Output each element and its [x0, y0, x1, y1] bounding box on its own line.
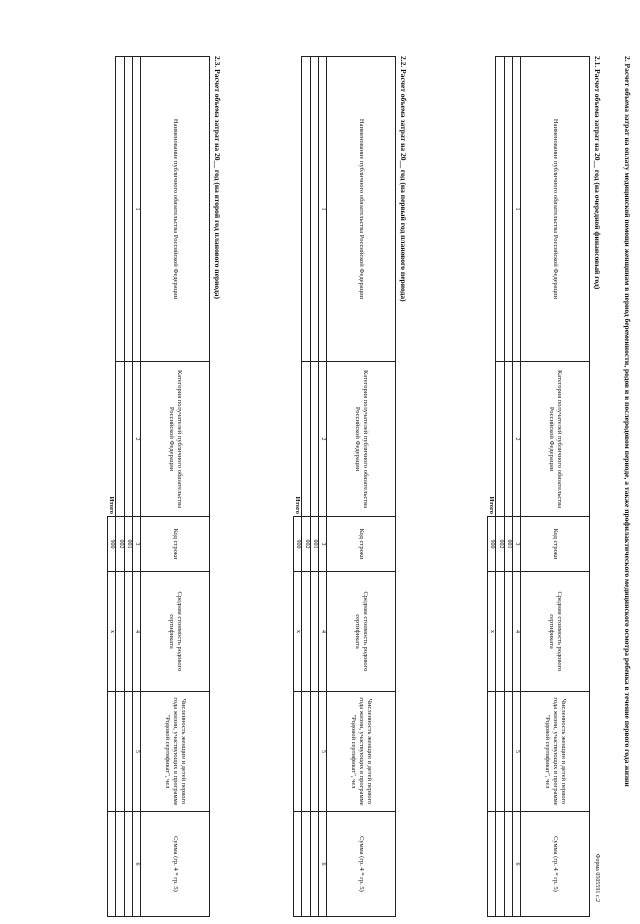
- table-row: [310, 57, 318, 917]
- cell-count[interactable]: [116, 692, 124, 812]
- cell-category[interactable]: [302, 362, 310, 517]
- col-number: 1: [512, 57, 520, 362]
- table-2-3: [107, 56, 210, 917]
- table-2-1: [487, 56, 590, 917]
- col-number: 5: [132, 692, 140, 812]
- cell-count[interactable]: [504, 692, 512, 812]
- table-2-2: [293, 56, 396, 917]
- cell-code: 001: [124, 517, 132, 572]
- cell-code: 001: [504, 517, 512, 572]
- table-row: [504, 57, 512, 917]
- cell-name[interactable]: [496, 57, 504, 362]
- total-code: 900: [488, 517, 496, 572]
- total-label: Итого: [294, 496, 302, 514]
- form-code: Форма 0505591 с.2: [594, 853, 600, 902]
- col-header-avg-cost: Средняя стоимость родового сертификата: [141, 572, 210, 692]
- cell-avg-cost[interactable]: [124, 572, 132, 692]
- column-numbers-row: [132, 57, 140, 917]
- cell-sum[interactable]: [302, 812, 310, 917]
- cell-avg-cost[interactable]: [496, 572, 504, 692]
- col-number: 1: [132, 57, 140, 362]
- col-header-sum: Сумма (гр. 4 * гр. 5): [521, 812, 590, 917]
- cell-count[interactable]: [302, 692, 310, 812]
- col-header-count: Численность женщин и детей первого года жизни, участвующих в программе "Родовой сертификат", чел: [327, 692, 396, 812]
- column-numbers-row: [318, 57, 326, 917]
- cell-sum[interactable]: [504, 812, 512, 917]
- col-number: 6: [318, 812, 326, 917]
- page-heading: 2. Расчет объема затрат на оплату медицинской помощи женщинам в период беременности, родов и в послеродовом периоде, а также профилактического медицинского осмотра ребенка в течение первого года жизни: [623, 56, 632, 787]
- col-number: 5: [512, 692, 520, 812]
- col-header-count: Численность женщин и детей первого года жизни, участвующих в программе "Родовой сертификат", чел: [521, 692, 590, 812]
- table-row: [496, 57, 504, 917]
- cell-category[interactable]: [124, 362, 132, 517]
- col-header-category: Категория получателей публичного обязательства Российской Федерации: [141, 362, 210, 517]
- col-number: 4: [512, 572, 520, 692]
- total-count[interactable]: [108, 692, 116, 812]
- col-header-sum: Сумма (гр. 4 * гр. 5): [141, 812, 210, 917]
- col-header-count: Численность женщин и детей первого года жизни, участвующих в программе "Родовой сертификат", чел: [141, 692, 210, 812]
- cell-avg-cost[interactable]: [310, 572, 318, 692]
- table-row: [302, 57, 310, 917]
- col-number: 4: [132, 572, 140, 692]
- cell-count[interactable]: [310, 692, 318, 812]
- cell-count[interactable]: [124, 692, 132, 812]
- cell-name[interactable]: [504, 57, 512, 362]
- col-header-name: Наименование публичного обязательства Российской Федерации: [327, 57, 396, 362]
- cell-category[interactable]: [310, 362, 318, 517]
- cell-name[interactable]: [302, 57, 310, 362]
- cell-code: 001: [310, 517, 318, 572]
- col-number: 3: [318, 517, 326, 572]
- section-title-2-2: 2.2. Расчет объема затрат на 20__ год (на первый год планового периода): [399, 56, 408, 302]
- table-header: [141, 57, 210, 917]
- cell-category[interactable]: [116, 362, 124, 517]
- total-row: [294, 57, 302, 917]
- total-code: 900: [108, 517, 116, 572]
- total-label: Итого: [108, 496, 116, 514]
- total-avg-cost: x: [488, 572, 496, 692]
- col-number: 1: [318, 57, 326, 362]
- cell-code: 002: [496, 517, 504, 572]
- table-row: [116, 57, 124, 917]
- cell-code: 002: [116, 517, 124, 572]
- col-number: 6: [512, 812, 520, 917]
- col-number: 2: [512, 362, 520, 517]
- cell-avg-cost[interactable]: [302, 572, 310, 692]
- col-number: 2: [318, 362, 326, 517]
- col-number: 6: [132, 812, 140, 917]
- cell-sum[interactable]: [124, 812, 132, 917]
- section-title-2-3: 2.3. Расчет объема затрат на 20__ год (на второй год планового периода): [213, 56, 222, 299]
- cell-avg-cost[interactable]: [116, 572, 124, 692]
- col-header-code: Код строки: [521, 517, 590, 572]
- total-row: [488, 57, 496, 917]
- section-title-2-1: 2.1. Расчет объема затрат на 20__ год (на очередной финансовый год): [593, 56, 602, 290]
- total-code: 900: [294, 517, 302, 572]
- total-avg-cost: x: [294, 572, 302, 692]
- total-avg-cost: x: [108, 572, 116, 692]
- total-sum[interactable]: [108, 812, 116, 917]
- cell-count[interactable]: [496, 692, 504, 812]
- cell-category[interactable]: [496, 362, 504, 517]
- cell-code: 002: [302, 517, 310, 572]
- col-header-category: Категория получателей публичного обязательства Российской Федерации: [327, 362, 396, 517]
- col-header-avg-cost: Средняя стоимость родового сертификата: [521, 572, 590, 692]
- col-number: 5: [318, 692, 326, 812]
- table-row: [124, 57, 132, 917]
- col-number: 2: [132, 362, 140, 517]
- col-number: 3: [512, 517, 520, 572]
- col-header-name: Наименование публичного обязательства Российской Федерации: [521, 57, 590, 362]
- col-header-category: Категория получателей публичного обязательства Российской Федерации: [521, 362, 590, 517]
- total-sum[interactable]: [294, 812, 302, 917]
- col-header-code: Код строки: [327, 517, 396, 572]
- col-header-sum: Сумма (гр. 4 * гр. 5): [327, 812, 396, 917]
- col-header-name: Наименование публичного обязательства Российской Федерации: [141, 57, 210, 362]
- col-number: 4: [318, 572, 326, 692]
- total-count[interactable]: [488, 692, 496, 812]
- total-label: Итого: [488, 496, 496, 514]
- cell-category[interactable]: [504, 362, 512, 517]
- total-row: [108, 57, 116, 917]
- col-number: 3: [132, 517, 140, 572]
- cell-sum[interactable]: [310, 812, 318, 917]
- table-header: [327, 57, 396, 917]
- cell-name[interactable]: [116, 57, 124, 362]
- col-header-avg-cost: Средняя стоимость родового сертификата: [327, 572, 396, 692]
- table-header: [521, 57, 590, 917]
- col-header-code: Код строки: [141, 517, 210, 572]
- cell-name[interactable]: [124, 57, 132, 362]
- cell-sum[interactable]: [116, 812, 124, 917]
- total-sum[interactable]: [488, 812, 496, 917]
- cell-sum[interactable]: [496, 812, 504, 917]
- total-count[interactable]: [294, 692, 302, 812]
- cell-avg-cost[interactable]: [504, 572, 512, 692]
- column-numbers-row: [512, 57, 520, 917]
- cell-name[interactable]: [310, 57, 318, 362]
